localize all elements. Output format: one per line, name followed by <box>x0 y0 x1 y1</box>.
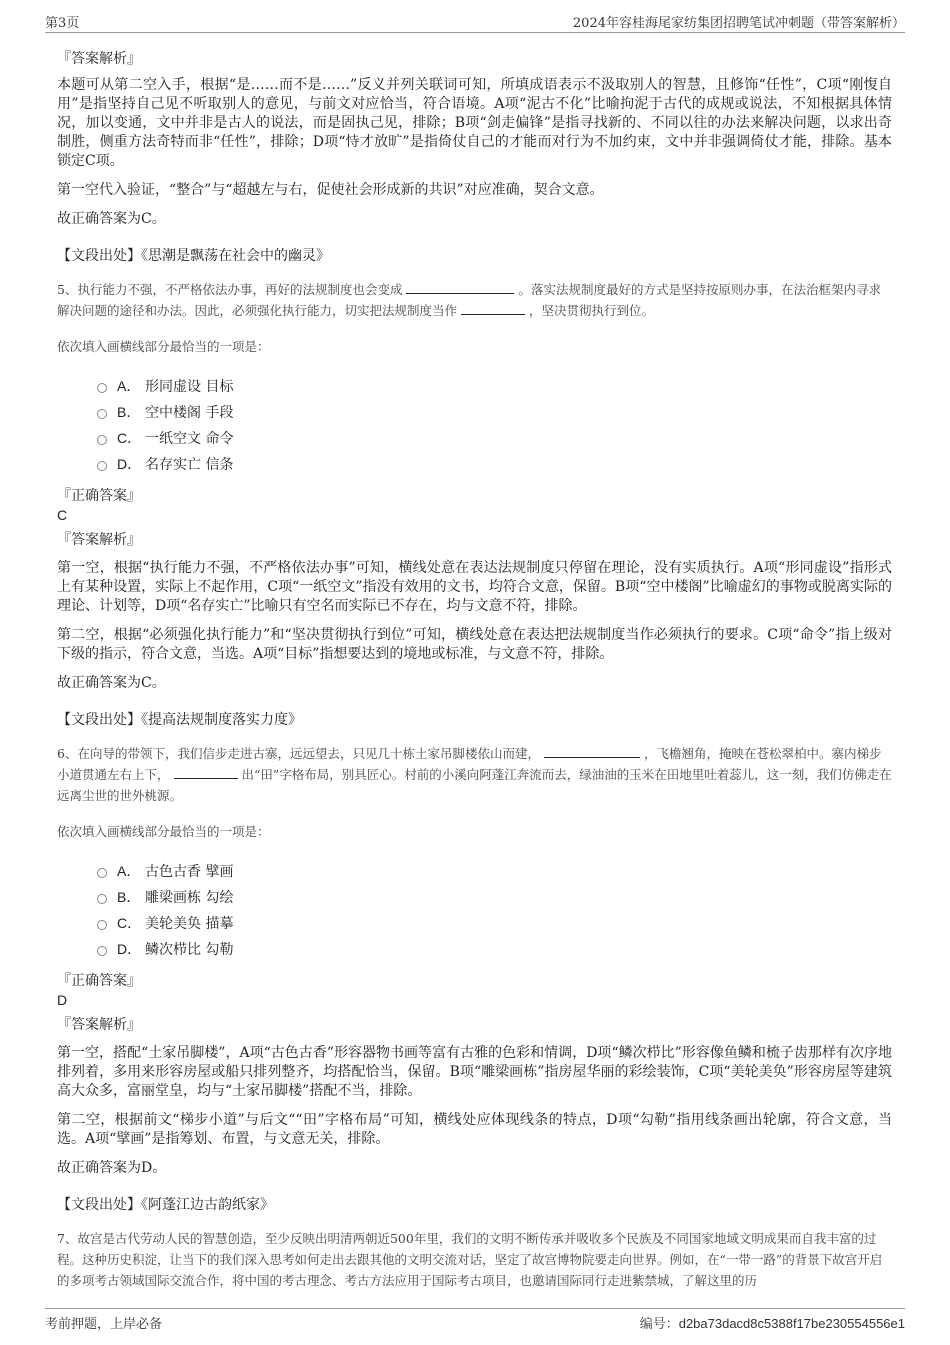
radio-button[interactable] <box>97 894 107 904</box>
analysis-paragraph: 第二空，根据前文“梯步小道”与后文““田”字格布局”可知，横线处应体现线条的特点，D项“勾勒”指用线条画出轮廓，符合文意，当选。A项“擘画”是指筹划、布置，与文意无关，排除。 <box>57 1112 892 1147</box>
option-c[interactable]: C． 美轮美奂 描摹 <box>97 910 892 936</box>
source-citation: 【文段出处】《思潮是飘荡在社会中的幽灵》 <box>57 248 330 264</box>
option-list <box>97 373 892 477</box>
correct-answer: D <box>57 992 68 1008</box>
analysis-paragraph: 第一空，根据“执行能力不强，不严格依法办事”可知，横线处意在表达法规制度只停留在理论，没有实质执行。A项“形同虚设”指形式上有某种设置，实际上不起作用，C项“一纸空文”指没有效用的文书，均符合文意，保留。B项“空中楼阁”比喻虚幻的事物或脱离实际的理论、计划等，D项“名存实亡”比喻只有空名而实际已不存在，均与文意不符，排除。 <box>57 560 892 614</box>
document-code: 编号：d2ba73dacd8c5388f17be230554556e1 <box>639 1316 905 1331</box>
analysis-paragraph: 第一空，搭配“土家吊脚楼”，A项“古色古香”形容器物书画等富有古雅的色彩和情调，D项“鳞次栉比”形容像鱼鳞和梳子齿那样有次序地排列着，多用来形容房屋或船只排列整齐，均搭配恰当，保留。B项“雕梁画栋”指房屋华丽的彩绘装饰，C项“美轮美奂”形容房屋等建筑高大众多，富丽堂皇，均与“土家吊脚楼”搭配不当，排除。 <box>57 1045 892 1099</box>
radio-button[interactable] <box>97 435 107 445</box>
page-number: 第3页 <box>45 16 80 31</box>
answer-conclusion: 故正确答案为D。 <box>57 1160 167 1176</box>
option-a[interactable]: A． 形同虚设 目标 <box>97 373 892 399</box>
analysis-label: 『答案解析』 <box>57 1017 141 1033</box>
radio-button[interactable] <box>97 409 107 419</box>
document-title: 2024年容桂海尾家纺集团招聘笔试冲刺题（带答案解析） <box>572 16 905 31</box>
analysis-label: 『答案解析』 <box>57 532 141 548</box>
source-citation: 【文段出处】《提高法规制度落实力度》 <box>57 712 302 728</box>
fill-blank <box>461 302 525 315</box>
radio-button[interactable] <box>97 461 107 471</box>
option-a[interactable]: A． 古色古香 擘画 <box>97 858 892 884</box>
analysis-paragraph: 第二空，根据“必须强化执行能力”和“坚决贯彻执行到位”可知，横线处意在表达把法规制度当作必须执行的要求。C项“命令”指上级对下级的指示，符合文意，当选。A项“目标”指想要达到的境地或标准，与文意不符，排除。 <box>57 627 892 662</box>
answer-conclusion: 故正确答案为C。 <box>57 675 166 691</box>
analysis-label: 『答案解析』 <box>57 51 141 67</box>
option-d[interactable]: D． 鳞次栉比 勾勒 <box>97 936 892 962</box>
page-content <box>57 40 892 1291</box>
correct-answer-label: 『正确答案』 <box>57 488 141 504</box>
footer-motto: 考前押题，上岸必备 <box>45 1317 163 1332</box>
page-header <box>45 10 905 33</box>
fill-blank <box>406 281 514 294</box>
question-7-stem: 7、故宫是古代劳动人民的智慧创造，至少反映出明清两朝近500年里，我们的文明不断传承并吸收多个民族及不同国家地域文明成果而自我丰富的过程。这种历史积淀，让当下的我们深入思考如何走出去跟其他的文明交流对话，坚定了故宫博物院要走向世界。例如，在“一带一路”的背景下故宫开启的多项考古领域国际交流合作，将中国的考古理念、考古方法应用于国际考古项目，也邀请国际同行走进紫禁城，了解这里的历 <box>57 1231 883 1288</box>
question-prompt: 依次填入画横线部分最恰当的一项是： <box>57 824 270 839</box>
radio-button[interactable] <box>97 868 107 878</box>
option-b[interactable]: B． 空中楼阁 手段 <box>97 399 892 425</box>
question-prompt: 依次填入画横线部分最恰当的一项是： <box>57 339 270 354</box>
option-b[interactable]: B． 雕梁画栋 勾绘 <box>97 884 892 910</box>
analysis-paragraph: 本题可从第二空入手，根据“是……而不是……”反义并列关联词可知，所填成语表示不汲取别人的智慧，且修饰“任性”，C项“刚愎自用”是指坚持自己见不听取别人的意见，与前文对应恰当，符合语境。A项“泥古不化”比喻拘泥于古代的成规或说法，不知根据具体情况，加以变通，文中并非是古人的说法，而是固执己见，排除；B项“剑走偏锋”是指寻找新的、不同以往的办法来解决问题，以求出奇制胜，侧重方法奇特而非“任性”，排除；D项“恃才放旷”是指倚仗自己的才能而对行为不加约束，文中并非强调倚仗才能，排除。基本锁定C项。 <box>57 77 892 169</box>
fill-blank <box>544 745 640 758</box>
correct-answer-label: 『正确答案』 <box>57 973 141 989</box>
source-citation: 【文段出处】《阿蓬江边古韵纸家》 <box>57 1197 274 1213</box>
radio-button[interactable] <box>97 946 107 956</box>
page-footer <box>45 1308 905 1333</box>
answer-conclusion: 故正确答案为C。 <box>57 211 166 227</box>
question-5-stem: 5、执行能力不强，不严格依法办事，再好的法规制度也会变成 。落实法规制度最好的方式是坚持按原则办事，在法治框架内寻求解决问题的途径和办法。因此，必须强化执行能力，切实把法规制度当作 ，坚决贯彻执行到位。 <box>57 282 881 318</box>
correct-answer: C <box>57 507 68 523</box>
question-6-stem: 6、在向导的带领下，我们信步走进古寨，远远望去，只见几十栋土家吊脚楼依山而建， ，飞檐翘角，掩映在苍松翠柏中。寨内梯步小道贯通左右上下， 出“田”字格布局，别具匠心。村前的小溪向阿蓬江奔流而去，绿油油的玉米在田地里吐着蕊儿，这一刻，我们仿佛走在远离尘世的世外桃源。 <box>57 746 892 803</box>
analysis-paragraph: 第一空代入验证，“整合”与“超越左与右，促使社会形成新的共识”对应准确，契合文意。 <box>57 182 604 198</box>
radio-button[interactable] <box>97 383 107 393</box>
radio-button[interactable] <box>97 920 107 930</box>
option-d[interactable]: D． 名存实亡 信条 <box>97 451 892 477</box>
option-c[interactable]: C． 一纸空文 命令 <box>97 425 892 451</box>
option-list <box>97 858 892 962</box>
fill-blank <box>174 766 238 779</box>
